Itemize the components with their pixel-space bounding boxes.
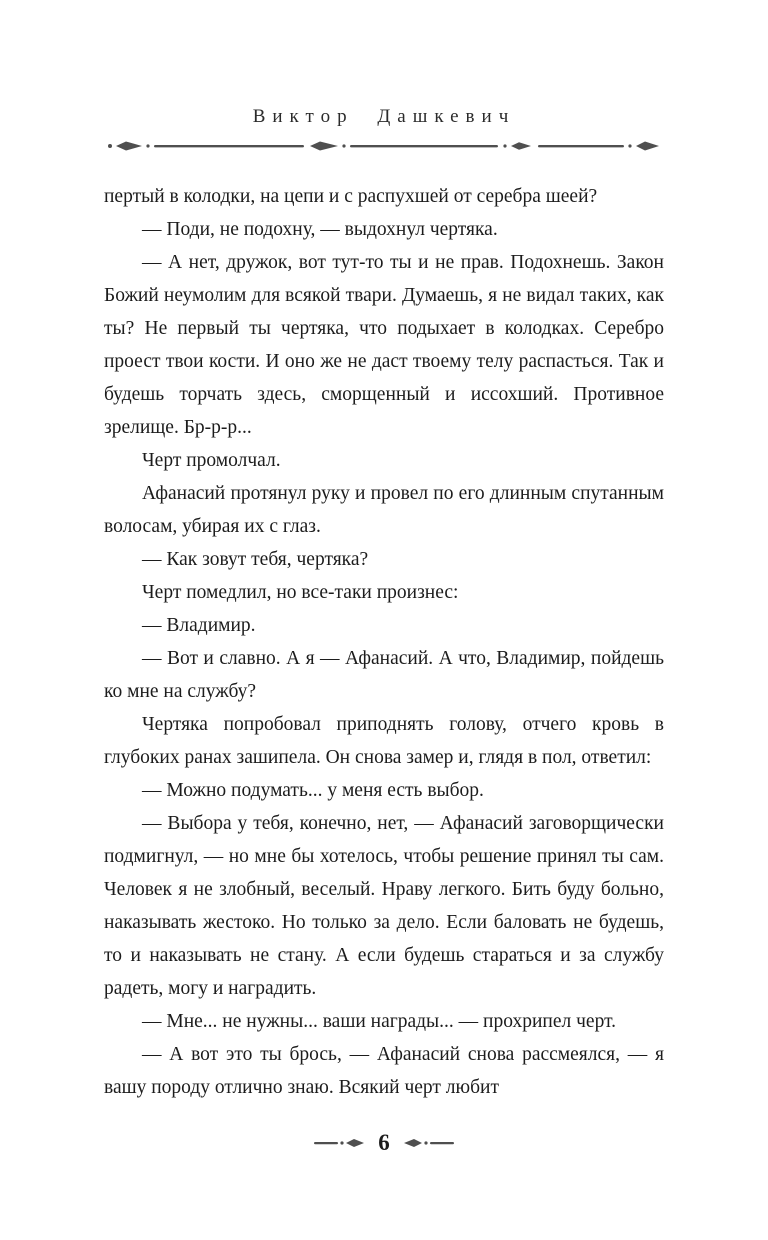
paragraph: — Поди, не подохну, — выдохнул чертяка. [142, 219, 498, 240]
paragraph: Черт помедлил, но все-таки произнес: [142, 582, 459, 603]
paragraph: — Владимир. [142, 615, 256, 636]
paragraph: Чертяка попробовал приподнять голову, отчего кровь в глубоких ранах зашипела. Он снова замер и, глядя в пол, ответил: [104, 714, 664, 768]
paragraph: — Можно подумать... у меня есть выбор. [142, 780, 484, 801]
running-head: Виктор Дашкевич [252, 106, 516, 127]
page-number: 6 [378, 1130, 390, 1155]
paragraph: — А нет, дружок, вот тут-то ты и не прав. Подохнешь. Закон Божий неумолим для всякой твари. Думаешь, я не видал таких, как ты? Не первый ты чертяка, что подыхает в колодках. Серебро проест твои кости. И оно же не даст твоему телу распасться. Так и будешь торчать здесь, сморщенный и иссохший. Противное зрелище. Бр-р-р... [104, 252, 664, 438]
paragraph: — Вот и славно. А я — Афанасий. А что, Владимир, пойдешь ко мне на службу? [104, 648, 664, 702]
header-rule-fleuron-icon [106, 138, 662, 154]
paragraph: Черт промолчал. [142, 450, 281, 471]
paragraph: — Мне... не нужны... ваши награды... — прохрипел черт. [142, 1011, 616, 1032]
page-footer [0, 1130, 768, 1156]
paragraph: — Как зовут тебя, чертяка? [142, 549, 369, 570]
footer-fleuron-left-icon [314, 1136, 366, 1150]
paragraph: — А вот это ты брось, — Афанасий снова рассмеялся, — я вашу породу отлично знаю. Всякий черт любит [104, 1044, 664, 1098]
footer-fleuron-right-icon [402, 1136, 454, 1150]
paragraph: Афанасий протянул руку и провел по его длинным спутанным волосам, убирая их с глаз. [104, 483, 664, 537]
text-column [104, 180, 664, 1104]
paragraph: пертый в колодки, на цепи и с распухшей от серебра шеей? [104, 186, 598, 207]
paragraph: — Выбора у тебя, конечно, нет, — Афанасий заговорщически подмигнул, — но мне бы хотелось, чтобы решение принял ты сам. Человек я не злобный, веселый. Нраву легкого. Бить буду больно, наказывать жестоко. Но только за дело. Если баловать не будешь, то и наказывать не стану. А если будешь стараться и за службу радеть, могу и наградить. [104, 813, 664, 999]
